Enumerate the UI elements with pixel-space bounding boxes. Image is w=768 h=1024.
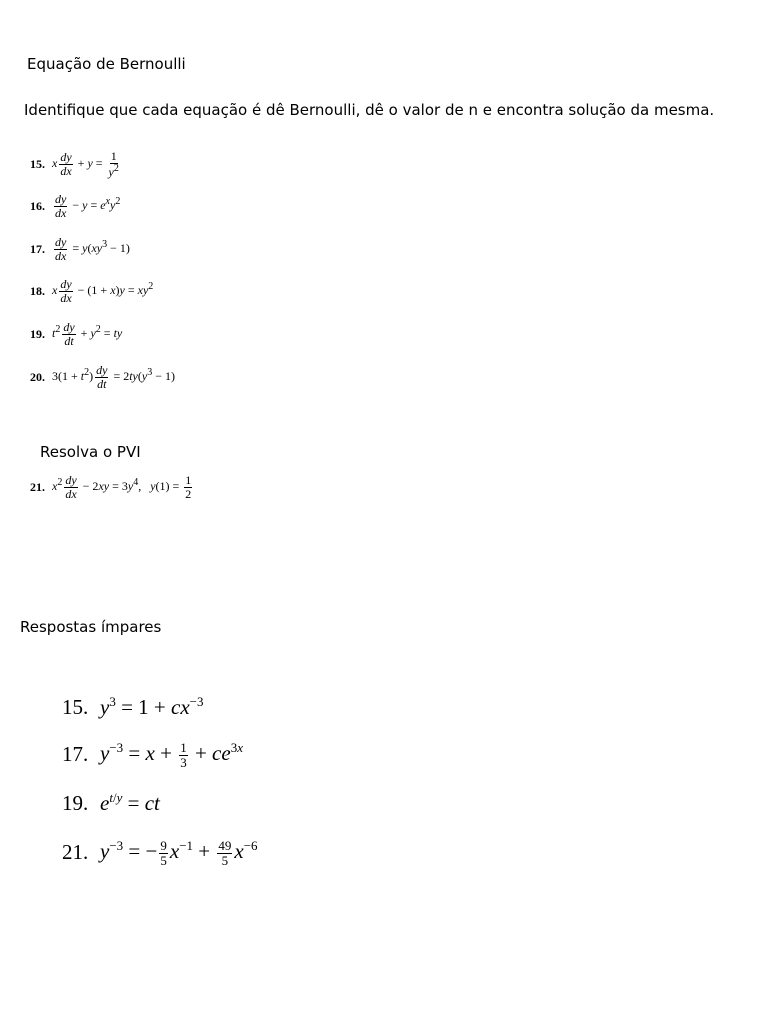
problem-16 <box>30 193 120 219</box>
answers-heading: Respostas ímpares <box>20 618 162 636</box>
problem-number: 19. <box>30 326 45 341</box>
problem-number: 18. <box>30 283 45 298</box>
problem-equation: $\frac{dy}{dx}$ − $y = e^xy^2$ <box>55 192 121 220</box>
problem-20 <box>30 364 175 390</box>
answer-number: 15. <box>62 694 89 719</box>
problem-19 <box>30 321 122 347</box>
instruction-text: Identifique que cada equação é dê Bernoulli, dê o valor de n e encontra solução da mesma. <box>24 101 715 119</box>
page-title: Equação de Bernoulli <box>27 55 186 73</box>
pvi-heading: Resolva o PVI <box>40 443 141 461</box>
answer-equation: $y^3 = 1 + cx^{-3}$ <box>100 694 204 719</box>
problem-number: 21. <box>30 479 45 494</box>
answer-number: 21. <box>62 840 89 865</box>
answer-equation: $y^{-3}$ = − $\frac{9}{5}$ $x^{-1}$ + $\frac{49}{5}$ $x^{-6}$ <box>100 838 258 868</box>
problem-21 <box>30 474 194 500</box>
problem-number: 20. <box>30 369 45 384</box>
problem-equation: x $\frac{dy}{dx}$ + y = $\frac{1}{y^2}$ <box>52 149 119 179</box>
problem-18 <box>30 278 153 304</box>
answer-19 <box>62 790 160 816</box>
answer-15 <box>62 694 204 720</box>
answer-equation: $e^{t/y}$ = ct <box>100 790 160 815</box>
problem-17 <box>30 236 130 262</box>
answer-17 <box>62 740 243 769</box>
problem-equation: x $\frac{dy}{dx}$ − $(1 + x)y = xy^2$ <box>52 277 154 305</box>
answer-number: 19. <box>62 790 89 815</box>
problem-equation: $\frac{dy}{dx}$ = $y(xy^3 - 1)$ <box>55 235 130 263</box>
problem-15 <box>30 150 122 178</box>
problem-number: 16. <box>30 198 45 213</box>
problem-number: 15. <box>30 156 45 171</box>
answer-equation: $y^{-3} = x$ + $\frac{1}{3}$ + $ce^{3x}$ <box>100 740 243 770</box>
answer-number: 17. <box>62 742 89 767</box>
problem-equation: $x^2$ $\frac{dy}{dx}$ − $2xy = 3y^4$, y(1) = $\frac{1}{2}$ <box>52 473 192 501</box>
problem-equation: $t^2$ $\frac{dy}{dt}$ + $y^2$ = ty <box>52 320 123 348</box>
answer-21 <box>62 838 258 867</box>
problem-number: 17. <box>30 241 45 256</box>
problem-equation: $3(1 + t^2)$ $\frac{dy}{dt}$ = $2ty(y^3 - 1)$ <box>52 363 175 391</box>
